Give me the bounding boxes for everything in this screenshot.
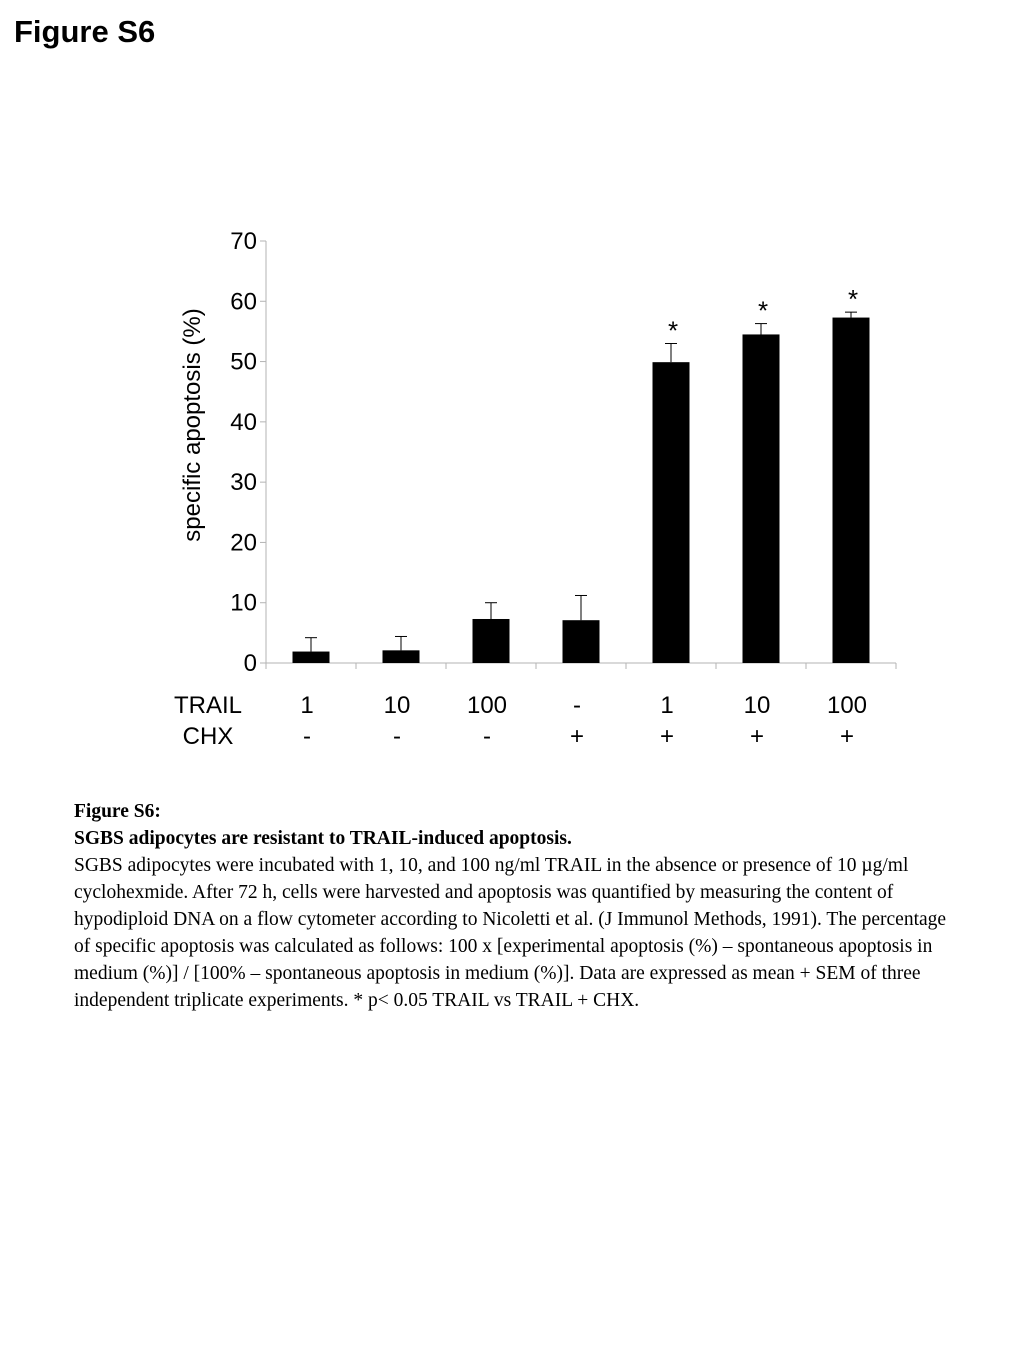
y-tick-label: 0	[243, 650, 257, 677]
trail-value-label: 1	[660, 692, 674, 719]
y-tick-label: 50	[230, 348, 257, 376]
bar	[743, 334, 780, 663]
chx-value-label: +	[749, 723, 765, 750]
page-title: Figure S6	[14, 14, 156, 49]
y-tick-label: 70	[230, 228, 257, 255]
bar	[653, 362, 690, 663]
trail-value-label: 100	[466, 692, 508, 719]
trail-value-label: 10	[743, 692, 771, 719]
category-labels	[174, 692, 867, 750]
caption-label: Figure S6:	[74, 801, 161, 822]
chx-value-label: +	[839, 723, 855, 750]
bar	[383, 650, 420, 663]
chx-value-label: +	[659, 723, 675, 750]
y-tick-label: 30	[230, 469, 257, 497]
significance-marker: *	[847, 284, 859, 315]
bar	[293, 652, 330, 663]
row-label-chx: CHX	[182, 723, 234, 750]
bar	[563, 620, 600, 663]
significance-marker: *	[757, 295, 769, 326]
y-tick-label: 60	[230, 288, 257, 316]
figure-caption	[74, 798, 954, 1014]
caption-heading: SGBS adipocytes are resistant to TRAIL-induced apoptosis.	[74, 828, 572, 849]
caption-body: SGBS adipocytes were incubated with 1, 10, and 100 ng/ml TRAIL in the absence or presence of 10 µg/ml cyclohexmide. After 72 h, cells were harvested and apoptosis was quantified by measuring the content of hypodiploid DNA on a flow cytometer according to Nicoletti et al. (J Immunol Methods, 1991). The percentage of specific apoptosis was calculated as follows: 100 x [experimental apoptosis (%) – spontaneous apoptosis in medium (%)] / [100% – spontaneous apoptosis in medium (%)]. Data are expressed as mean + SEM of three independent triplicate experiments. * p< 0.05 TRAIL vs TRAIL + CHX.	[74, 855, 947, 1011]
trail-value-label: 1	[300, 692, 314, 719]
y-tick-label: 10	[230, 589, 257, 617]
bar	[473, 619, 510, 663]
chx-value-label: +	[569, 723, 585, 750]
axes	[230, 228, 896, 677]
chx-value-label: -	[483, 723, 491, 750]
trail-value-label: 10	[383, 692, 411, 719]
y-tick-label: 40	[230, 408, 257, 436]
y-tick-label: 20	[230, 529, 257, 557]
significance-marker: *	[667, 315, 679, 346]
y-axis-label: specific apoptosis (%)	[179, 308, 206, 542]
bar	[833, 318, 870, 663]
trail-value-label: 100	[826, 692, 868, 719]
bars	[293, 284, 870, 663]
row-label-trail: TRAIL	[173, 692, 243, 719]
chx-value-label: -	[393, 723, 401, 750]
trail-value-label: -	[573, 692, 581, 719]
chx-value-label: -	[303, 723, 311, 750]
